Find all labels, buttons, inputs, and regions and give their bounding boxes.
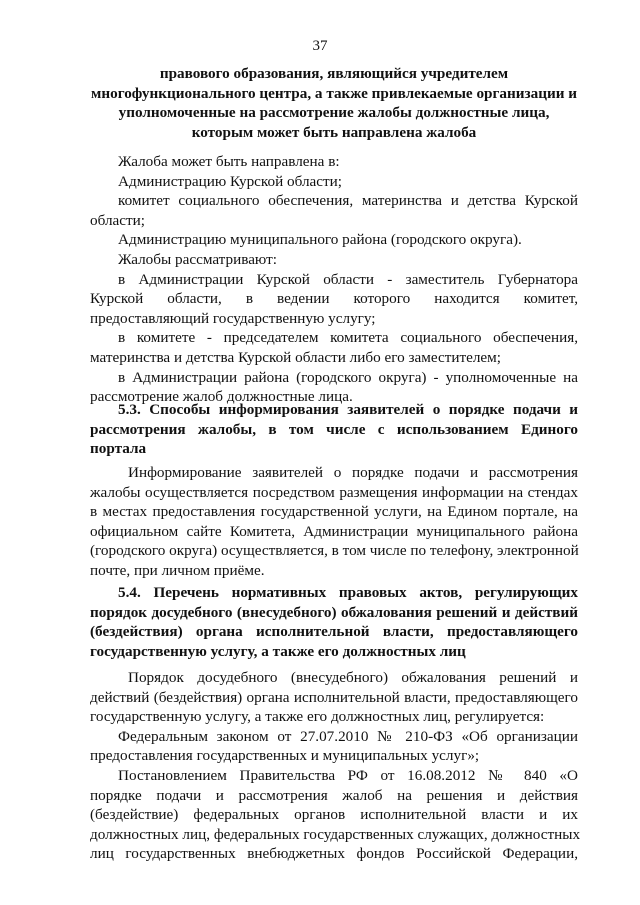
text-line: порядке подачи и рассмотрения жалоб на решения и действия: [90, 786, 578, 804]
complaint-recipients-text: [90, 152, 578, 407]
informing-text: [90, 463, 578, 581]
section-heading: [90, 64, 578, 142]
heading-line: государственную услугу, а также его должностных лиц: [90, 642, 466, 660]
text-line: комитет социального обеспечения, материнства и детства Курской: [118, 192, 578, 210]
text-line: в комитете - председателем комитета социального обеспечения,: [118, 329, 578, 347]
text-line: предоставляющий государственную услугу;: [90, 309, 376, 327]
text-line: жалобы осуществляется посредством размещения информации на стендах: [90, 483, 578, 501]
text-line: Курской области, в ведении которого находится комитет,: [90, 290, 578, 308]
text-line: (городского округа) осуществляется, в том числе по телефону, электронной: [90, 542, 579, 560]
text-line: рассмотрение жалоб должностные лица.: [90, 388, 353, 406]
text-line: Постановлением Правительства РФ от 16.08.2012 № 840 «О: [118, 766, 578, 784]
heading-line: которым может быть направлена жалоба: [191, 123, 477, 141]
text-line: области;: [90, 211, 145, 229]
text-line: лиц государственных внебюджетных фондов Российской Федерации,: [90, 845, 578, 863]
text-line: предоставления государственных и муниципальных услуг»;: [90, 747, 480, 765]
text-line: Информирование заявителей о порядке подачи и рассмотрения: [128, 464, 578, 481]
text-line: Администрацию муниципального района (городского округа).: [118, 231, 522, 249]
text-line: должностных лиц, федеральных государственных служащих, должностных: [90, 825, 581, 843]
regulations-text: [90, 668, 581, 864]
section-5-4-heading: [90, 583, 578, 661]
text-line: почте, при личном приёме.: [90, 561, 265, 579]
heading-line: порядок досудебного (внесудебного) обжалования решений и действий: [90, 603, 578, 621]
text-line: в Администрации Курской области - заместитель Губернатора: [118, 270, 578, 288]
text-line: в местах предоставления государственной услуги, на Едином портале, на: [90, 503, 578, 521]
heading-line: 5.3. Способы информирования заявителей о порядке подачи и: [118, 401, 578, 418]
text-line: официальном сайте Комитета, Администрации муниципального района: [90, 522, 578, 540]
heading-line: 5.4. Перечень нормативных правовых актов, регулирующих: [118, 584, 578, 601]
page-number: 37: [312, 38, 328, 54]
text-line: Федеральным законом от 27.07.2010 № 210-ФЗ «Об организации: [118, 727, 578, 745]
heading-line: рассмотрения жалобы, в том числе с использованием Единого: [90, 420, 578, 438]
heading-line: уполномоченные на рассмотрение жалобы должностные лица,: [118, 104, 550, 122]
text-line: в Администрации района (городского округа) - уполномоченные на: [118, 368, 578, 386]
heading-line: (бездействия) органа исполнительной власти, предоставляющего: [90, 623, 578, 641]
text-line: государственную услугу, а также его должностных лиц, регулируется:: [90, 708, 545, 726]
heading-line: правового образования, являющийся учредителем: [159, 65, 509, 82]
text-line: (бездействие) федеральных органов исполнительной власти и их: [90, 806, 578, 824]
heading-line: портала: [90, 440, 147, 458]
text-line: Администрацию Курской области;: [118, 172, 343, 190]
text-line: Жалобы рассматривают:: [118, 250, 277, 268]
text-line: Жалоба может быть направлена в:: [118, 153, 340, 170]
section-5-3-heading: [90, 400, 578, 459]
heading-line: многофункционального центра, а также привлекаемые организации и: [91, 84, 577, 102]
text-line: Порядок досудебного (внесудебного) обжалования решений и: [128, 669, 578, 686]
text-line: материнства и детства Курской области либо его заместителем;: [90, 348, 501, 366]
text-line: действий (бездействия) органа исполнительной власти, предоставляющего: [90, 688, 578, 706]
